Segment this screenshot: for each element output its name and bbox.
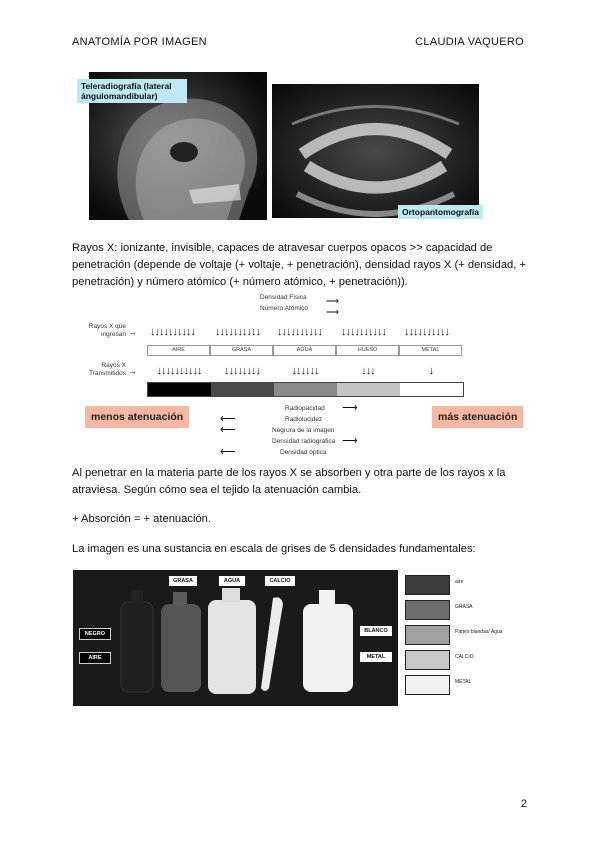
- bottle-label-agua: AGUA: [219, 576, 245, 586]
- arrow-left-icon: ⟵: [220, 413, 236, 425]
- transmitted-arrows: [147, 365, 462, 379]
- arrow-right-icon: →: [128, 327, 137, 337]
- legend-numero-atomico: Número Atómico: [260, 305, 309, 312]
- scale-label: METAL: [455, 679, 472, 685]
- materials-row: [147, 345, 462, 356]
- ortho-label: Ortopantomografía: [398, 205, 483, 219]
- arrow-right-icon: ⟶: [326, 296, 339, 306]
- transmitted-arrows-hueso: ↓↓↓: [361, 365, 375, 377]
- header-left: ANATOMÍA POR IMAGEN: [72, 36, 207, 48]
- page-number: 2: [520, 798, 527, 810]
- material-metal: METAL: [399, 345, 462, 356]
- incoming-arrows-metal: ↓↓↓↓↓↓↓↓↓↓: [404, 326, 449, 338]
- scale-swatch: [405, 575, 450, 595]
- material-aire: AIRE: [147, 345, 210, 356]
- strip-segment-metal: [400, 383, 463, 396]
- transmitted-arrows-metal: ↓: [428, 365, 434, 377]
- paragraph-imagen: La imagen es una sustancia en escala de grises de 5 densidades fundamentales:: [72, 543, 476, 555]
- scale-swatch: [405, 625, 450, 645]
- scale-swatch: [405, 650, 450, 670]
- material-hueso: HUESO: [336, 345, 399, 356]
- label-metal: METAL: [360, 652, 392, 662]
- transmitted-arrows-agua: ↓↓↓↓↓↓: [291, 365, 319, 377]
- strip-segment-aire: [148, 383, 211, 396]
- legend-densidad-optica: Densidad óptica: [280, 449, 327, 456]
- legend-radiolucidez: Radiolucidez: [285, 416, 323, 423]
- header-right: CLAUDIA VAQUERO: [415, 36, 524, 48]
- strip-segment-grasa: [211, 383, 274, 396]
- scale-label: CALCIO: [455, 654, 474, 660]
- mas-atenuacion-pill: más atenuación: [432, 406, 523, 428]
- transmitted-arrows-aire: ↓↓↓↓↓↓↓↓↓↓: [156, 365, 202, 377]
- incoming-arrows-aire: ↓↓↓↓↓↓↓↓↓↓: [150, 326, 195, 338]
- scale-swatch: [405, 600, 450, 620]
- incoming-arrows-grasa: ↓↓↓↓↓↓↓↓↓↓: [215, 326, 260, 338]
- strip-segment-agua: [274, 383, 337, 396]
- material-agua: AGUA: [273, 345, 336, 356]
- bottles-image: [73, 570, 398, 706]
- scale-label: Partes blandas/ Agua: [455, 629, 503, 635]
- bottles-radiograph: [73, 570, 398, 706]
- arrow-left-icon: ⟵: [220, 446, 236, 458]
- panoramic-teeth-image: [272, 84, 479, 218]
- row-label-ingresan: Rayos X que ingresan: [88, 323, 126, 338]
- arrow-right-icon: ⟶: [326, 307, 339, 317]
- scale-label: aire: [455, 579, 464, 585]
- arrow-right-icon: ⟶: [342, 402, 358, 414]
- label-aire: AIRE: [79, 652, 111, 664]
- scale-label: GRASA: [455, 604, 473, 610]
- transmitted-arrows-grasa: ↓↓↓↓↓↓↓↓: [224, 365, 260, 377]
- incoming-arrows-agua: ↓↓↓↓↓↓↓↓↓↓: [277, 326, 322, 338]
- paragraph-penetrar: Al penetrar en la materia parte de los rayos X se absorben y otra parte de los rayos x la atraviesa. Según cómo sea el tejido la atenuación cambia.: [72, 467, 506, 496]
- strip-segment-hueso: [337, 383, 400, 396]
- arrow-left-icon: ⟵: [220, 424, 236, 436]
- row-label-transmitidos: Rayos X Transmitidos: [89, 362, 126, 377]
- legend-negrura: Negrura de la imagen: [272, 427, 335, 434]
- menos-atenuacion-pill: menos atenuación: [85, 406, 189, 428]
- bottle-label-calcio: CALCIO: [265, 576, 295, 586]
- arrow-right-icon: ⟶: [342, 435, 358, 447]
- arrow-right-icon: →: [128, 366, 137, 376]
- material-grasa: GRASA: [210, 345, 273, 356]
- panoramic-radiograph: [272, 84, 479, 218]
- grayscale-strip: [147, 382, 464, 397]
- paragraph-absorcion: + Absorción = + atenuación.: [72, 513, 212, 525]
- cephalo-label: Teleradiografía (lateral ángulomandibular): [77, 79, 187, 103]
- legend-densidad-fisica: Densidad Física: [260, 294, 307, 301]
- scale-swatch: [405, 675, 450, 695]
- paragraph-rayos-x: Rayos X: ionizante, invisible, capaces de atravesar cuerpos opacos >> capacidad de penetración (depende de voltaje (+ voltaje, + penetración), densidad rayos X (+ densidad, + penetración) y número atómico (+ número atómico, + penetración)).: [72, 242, 527, 288]
- label-blanco: BLANCO: [360, 626, 392, 636]
- incoming-arrows-hueso: ↓↓↓↓↓↓↓↓↓↓: [341, 326, 386, 338]
- bottle-label-grasa: GRASA: [169, 576, 197, 586]
- legend-densidad-radiografica: Densidad radiográfica: [272, 438, 336, 445]
- legend-radiopacidad: Radiopacidad: [285, 405, 325, 412]
- attenuation-diagram: [80, 290, 520, 460]
- label-negro: NEGRO: [79, 628, 111, 640]
